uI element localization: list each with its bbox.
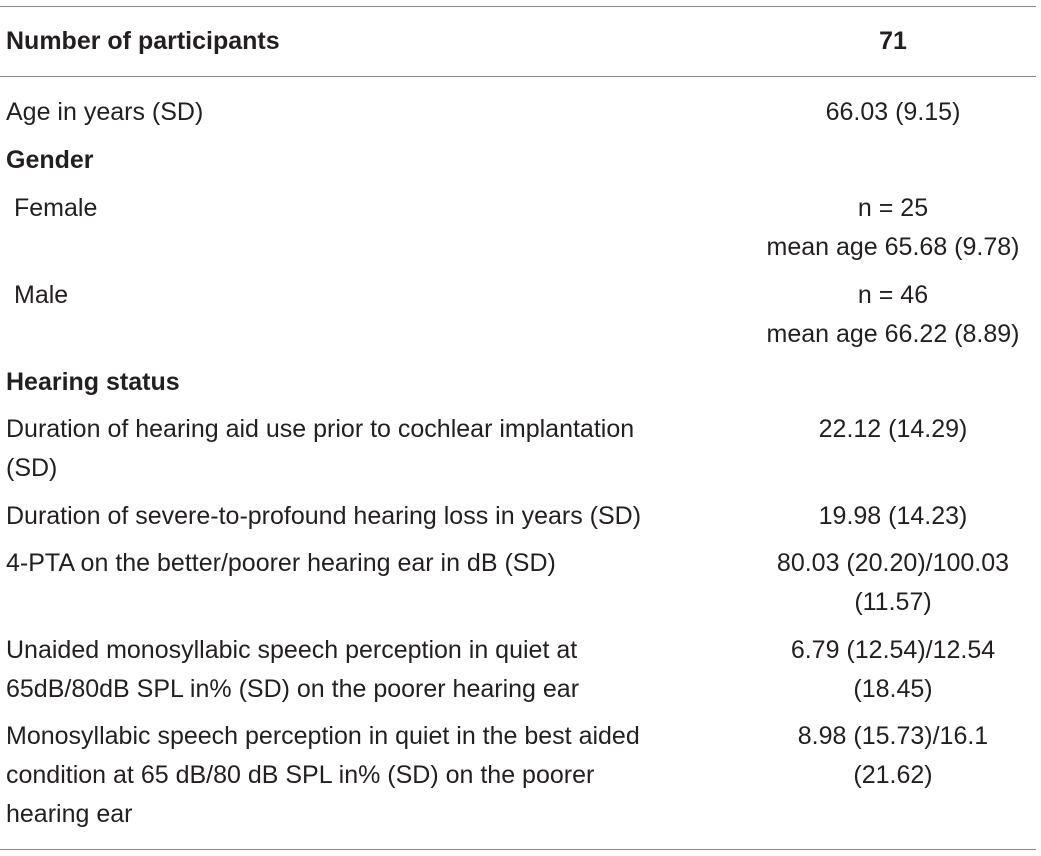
aided-speech-label-line1: Monosyllabic speech perception in quiet in the best aided	[6, 722, 640, 750]
header-label: Number of participants	[6, 27, 280, 55]
hearing-aid-duration-label-line1: Duration of hearing aid use prior to cochlear implantation	[6, 415, 635, 443]
bottom-rule	[0, 849, 1036, 850]
unaided-speech-value-line2: (18.45)	[853, 675, 933, 703]
age-value: 66.03 (9.15)	[825, 98, 961, 126]
unaided-speech-value-line1: 6.79 (12.54)/12.54	[790, 636, 996, 664]
male-label: Male	[14, 281, 69, 309]
gender-heading: Gender	[6, 146, 94, 174]
female-count: n = 25	[857, 194, 929, 222]
aided-speech-label-line2: condition at 65 dB/80 dB SPL in% (SD) on the poorer	[6, 761, 595, 789]
female-label: Female	[14, 194, 98, 222]
aided-speech-value-line1: 8.98 (15.73)/16.1	[797, 722, 989, 750]
unaided-speech-label-line2: 65dB/80dB SPL in% (SD) on the poorer hearing ear	[6, 675, 580, 703]
hearing-aid-duration-label-line2: (SD)	[6, 454, 58, 482]
aided-speech-value-line2: (21.62)	[853, 761, 933, 789]
hearing-loss-duration-value: 19.98 (14.23)	[818, 502, 968, 530]
hearing-heading: Hearing status	[6, 368, 180, 396]
pta-label: 4-PTA on the better/poorer hearing ear in dB (SD)	[6, 549, 556, 577]
header-rule	[0, 76, 1036, 77]
female-mean-age: mean age 65.68 (9.78)	[766, 233, 1020, 261]
hearing-aid-duration-value: 22.12 (14.29)	[818, 415, 968, 443]
hearing-loss-duration-label: Duration of severe-to-profound hearing loss in years (SD)	[6, 502, 642, 530]
header-value: 71	[879, 27, 907, 55]
male-count: n = 46	[857, 281, 929, 309]
top-rule	[0, 6, 1036, 7]
pta-value-line2: (11.57)	[854, 588, 932, 616]
unaided-speech-label-line1: Unaided monosyllabic speech perception in quiet at	[6, 636, 578, 664]
pta-value-line1: 80.03 (20.20)/100.03	[776, 549, 1010, 577]
male-mean-age: mean age 66.22 (8.89)	[766, 320, 1020, 348]
age-label: Age in years (SD)	[6, 98, 204, 126]
aided-speech-label-line3: hearing ear	[6, 800, 133, 828]
